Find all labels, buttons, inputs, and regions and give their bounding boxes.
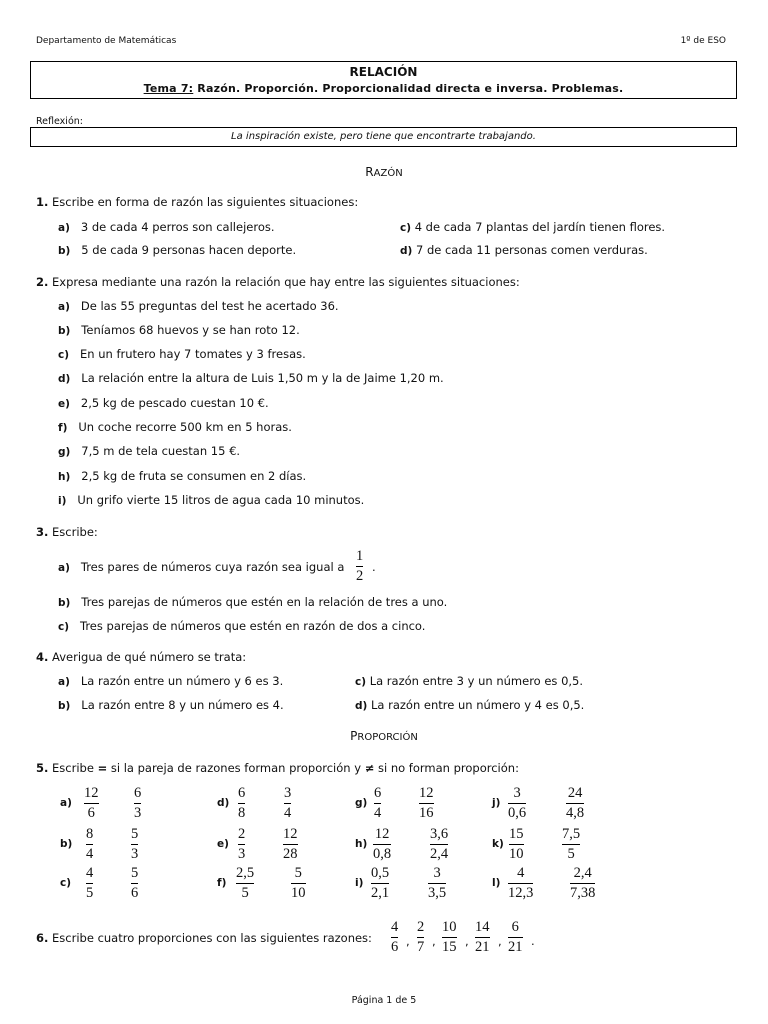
- q3-fraction: 1 2: [356, 548, 364, 584]
- q5-item-a-fraction-2: 6 3: [134, 785, 142, 821]
- q3-item-a: a) Tres pares de números cuya razón sea igual a: [58, 560, 345, 574]
- q1-item-d: d) 7 de cada 11 personas comen verduras.: [400, 243, 648, 257]
- q5-item-j-fraction-2: 24 4,8: [566, 785, 585, 821]
- q6-period: .: [531, 934, 535, 948]
- q5-item-i-fraction-2: 3 3,5: [428, 865, 447, 901]
- q5-item-g-fraction-1: 6 4: [374, 785, 382, 821]
- q5-item-d-fraction-2: 3 4: [284, 785, 292, 821]
- q5-item-f-fraction-2: 5 10: [291, 865, 306, 901]
- q5-item-b-label: b): [60, 838, 73, 850]
- q2-item-d: d) La relación entre la altura de Luis 1,50 m y la de Jaime 1,20 m.: [58, 371, 444, 385]
- q5-item-l-fraction-2: 2,4 7,38: [570, 865, 596, 901]
- q5-item-k-label: k): [492, 838, 504, 850]
- q6-fraction-4: 14 21: [475, 919, 490, 955]
- q5-item-l-fraction-1: 4 12,3: [508, 865, 534, 901]
- question-1: 1. Escribe en forma de razón las siguientes situaciones:: [36, 195, 359, 209]
- q2-item-b: b) Teníamos 68 huevos y se han roto 12.: [58, 323, 300, 337]
- q5-item-g-label: g): [355, 797, 368, 809]
- q6-separator-3: ,: [465, 934, 469, 948]
- q2-item-i: i) Un grifo vierte 15 litros de agua cada 10 minutos.: [58, 493, 365, 507]
- q5-item-c-fraction-1: 4 5: [86, 865, 94, 901]
- course-label: 1º de ESO: [680, 36, 726, 46]
- q2-item-c: c) En un frutero hay 7 tomates y 3 fresas.: [58, 347, 306, 361]
- question-6: 6. Escribe cuatro proporciones con las siguientes razones:: [36, 931, 372, 945]
- q5-item-l-label: l): [492, 877, 501, 889]
- q5-item-h-fraction-1: 12 0,8: [373, 826, 392, 862]
- q2-item-e: e) 2,5 kg de pescado cuestan 10 €.: [58, 396, 269, 410]
- q1-item-a: a) 3 de cada 4 perros son callejeros.: [58, 220, 275, 234]
- q4-item-a: a) La razón entre un número y 6 es 3.: [58, 674, 284, 688]
- q6-separator-1: ,: [406, 934, 410, 948]
- q5-item-j-label: j): [492, 797, 501, 809]
- q6-fraction-2: 2 7: [417, 919, 425, 955]
- title-box: [30, 61, 737, 99]
- q4-item-c: c) La razón entre 3 y un número es 0,5.: [355, 674, 584, 688]
- q5-item-h-label: h): [355, 838, 368, 850]
- q5-item-k-fraction-1: 15 10: [509, 826, 524, 862]
- section-heading-proporcion: PROPORCIÓN: [350, 729, 418, 743]
- question-2: 2. Expresa mediante una razón la relación que hay entre las siguientes situaciones:: [36, 275, 520, 289]
- q5-item-k-fraction-2: 7,5 5: [562, 826, 581, 862]
- question-3: 3. Escribe:: [36, 525, 98, 539]
- q6-separator-4: ,: [498, 934, 502, 948]
- q5-item-a-label: a): [60, 797, 72, 809]
- q6-fraction-5: 6 21: [508, 919, 523, 955]
- q6-separator-2: ,: [432, 934, 436, 948]
- q3-period: .: [372, 560, 376, 574]
- q5-item-i-fraction-1: 0,5 2,1: [371, 865, 390, 901]
- q5-item-f-label: f): [217, 877, 227, 889]
- q5-item-f-fraction-1: 2,5 5: [236, 865, 255, 901]
- page-title: RELACIÓN: [349, 65, 418, 79]
- q5-item-e-fraction-2: 12 28: [283, 826, 298, 862]
- q6-fraction-3: 10 15: [442, 919, 457, 955]
- q2-item-h: h) 2,5 kg de fruta se consumen en 2 días.: [58, 469, 307, 483]
- q5-item-h-fraction-2: 3,6 2,4: [430, 826, 449, 862]
- q5-item-g-fraction-2: 12 16: [419, 785, 434, 821]
- reflection-quote: La inspiración existe, pero tiene que encontrarte trabajando.: [30, 127, 737, 147]
- q4-item-d: d) La razón entre un número y 4 es 0,5.: [355, 698, 585, 712]
- topic-label: Tema 7:: [143, 82, 194, 95]
- q2-item-f: f) Un coche recorre 500 km en 5 horas.: [58, 420, 292, 434]
- q5-item-i-label: i): [355, 877, 364, 889]
- q4-item-b: b) La razón entre 8 y un número es 4.: [58, 698, 284, 712]
- q5-item-a-fraction-1: 12 6: [84, 785, 99, 821]
- q3-item-b: b) Tres parejas de números que estén en la relación de tres a uno.: [58, 595, 448, 609]
- q3-item-c: c) Tres parejas de números que estén en razón de dos a cinco.: [58, 619, 426, 633]
- q5-item-d-label: d): [217, 797, 230, 809]
- topic-line: [31, 82, 736, 95]
- q5-item-d-fraction-1: 6 8: [238, 785, 246, 821]
- q5-item-b-fraction-1: 8 4: [86, 826, 94, 862]
- topic-text: Razón. Proporción. Proporcionalidad directa e inversa. Problemas.: [193, 82, 624, 95]
- question-4: 4. Averigua de qué número se trata:: [36, 650, 247, 664]
- q5-item-e-label: e): [217, 838, 229, 850]
- q5-item-b-fraction-2: 5 3: [131, 826, 139, 862]
- q5-item-e-fraction-1: 2 3: [238, 826, 246, 862]
- question-5: 5. Escribe = si la pareja de razones forman proporción y ≠ si no forman proporción:: [36, 761, 519, 775]
- q1-item-b: b) 5 de cada 9 personas hacen deporte.: [58, 243, 297, 257]
- reflection-label: Reflexión:: [36, 116, 83, 127]
- q1-item-c: c) 4 de cada 7 plantas del jardín tienen flores.: [400, 220, 666, 234]
- q2-item-g: g) 7,5 m de tela cuestan 15 €.: [58, 444, 241, 458]
- section-heading-razon: RAZÓN: [365, 165, 403, 179]
- q2-item-a: a) De las 55 preguntas del test he acertado 36.: [58, 299, 339, 313]
- q5-item-c-label: c): [60, 877, 72, 889]
- q5-item-c-fraction-2: 5 6: [131, 865, 139, 901]
- page-number: Página 1 de 5: [351, 995, 417, 1006]
- department-name: Departamento de Matemáticas: [36, 36, 177, 46]
- q6-fraction-1: 4 6: [391, 919, 399, 955]
- q5-item-j-fraction-1: 3 0,6: [508, 785, 527, 821]
